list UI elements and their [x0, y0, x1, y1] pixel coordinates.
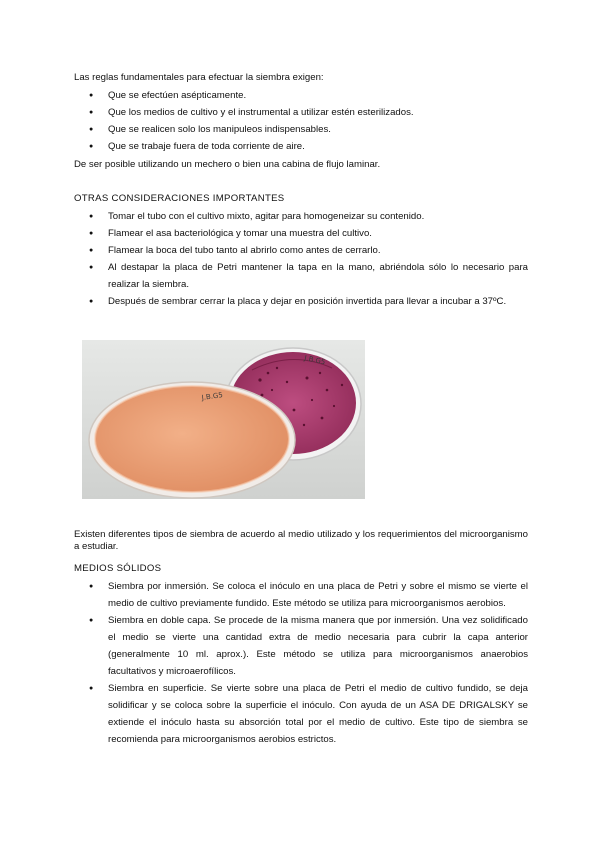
list-item: ● Después de sembrar cerrar la placa y dejar en posición invertida para llevar a incubar a 37ºC. [74, 293, 528, 310]
list-item: ● Que se trabaje fuera de toda corriente de aire. [74, 138, 528, 155]
right-plate-label: J.B.G5 [303, 354, 326, 367]
list-item: ● Flamear el asa bacteriológica y tomar una muestra del cultivo. [74, 225, 528, 242]
list-item: ● Flamear la boca del tubo tanto al abrirlo como antes de cerrarlo. [74, 242, 528, 259]
solid-media-heading: MEDIOS SÓLIDOS [74, 563, 162, 574]
considerations-list [74, 208, 528, 310]
considerations-heading: OTRAS CONSIDERACIONES IMPORTANTES [74, 193, 285, 204]
list-item: ● Que se efectúen asépticamente. [74, 87, 528, 104]
list-item: ● Que se realicen solo los manipuleos indispensables. [74, 121, 528, 138]
list-item: ● Que los medios de cultivo y el instrumental a utilizar estén esterilizados. [74, 104, 528, 121]
method-text: Se procede de la misma manera que por inmersión. Una vez solidificado el medio se vierte una cantidad extra de medio necesaria para cubrir la capa anterior (generalmente 10 ml. aprox.). Este método se utiliza para microorganismos anaerobios facultativos y microaerofílicos. [108, 615, 528, 677]
list-item [74, 680, 528, 748]
method-text: Se vierte sobre una placa de Petri el medio de cultivo fundido, se deja solidificar y se coloca sobre la superficie el inóculo. Con ayuda de un ASA DE DRIGALSKY se extiende el inóculo hasta su absorción total por el medio de cultivo. Este tipo de siembra se recomienda para microorganismos aerobios estrictos. [108, 683, 528, 745]
solid-methods-list [74, 578, 528, 748]
rules-list [74, 87, 528, 155]
intro-text: Las reglas fundamentales para efectuar la siembra exigen: [74, 72, 324, 83]
method-text: Se coloca el inóculo en una placa de Petri y sobre el mismo se vierte el medio de cultivo previamente fundido. Este método se utiliza para microorganismos aerobios. [108, 581, 528, 609]
orange-petri-dish [89, 382, 295, 498]
method-name: Siembra por inmersión. [108, 581, 209, 592]
rules-after-text: De ser posible utilizando un mechero o bien una cabina de flujo laminar. [74, 159, 381, 170]
types-paragraph: Existen diferentes tipos de siembra de acuerdo al medio utilizado y los requerimientos del microorganismo a estudiar. [74, 529, 528, 552]
list-item: ● Tomar el tubo con el cultivo mixto, agitar para homogeneizar su contenido. [74, 208, 528, 225]
list-item [74, 578, 528, 612]
petri-dishes-photo [82, 340, 365, 499]
list-item [74, 612, 528, 680]
left-plate-label: J.B.G5 [201, 391, 224, 402]
method-name: Siembra en superficie. [108, 683, 207, 694]
method-name: Siembra en doble capa. [108, 615, 211, 626]
list-item: ● Al destapar la placa de Petri mantener la tapa en la mano, abriéndola sólo lo necesario para realizar la siembra. [74, 259, 528, 293]
